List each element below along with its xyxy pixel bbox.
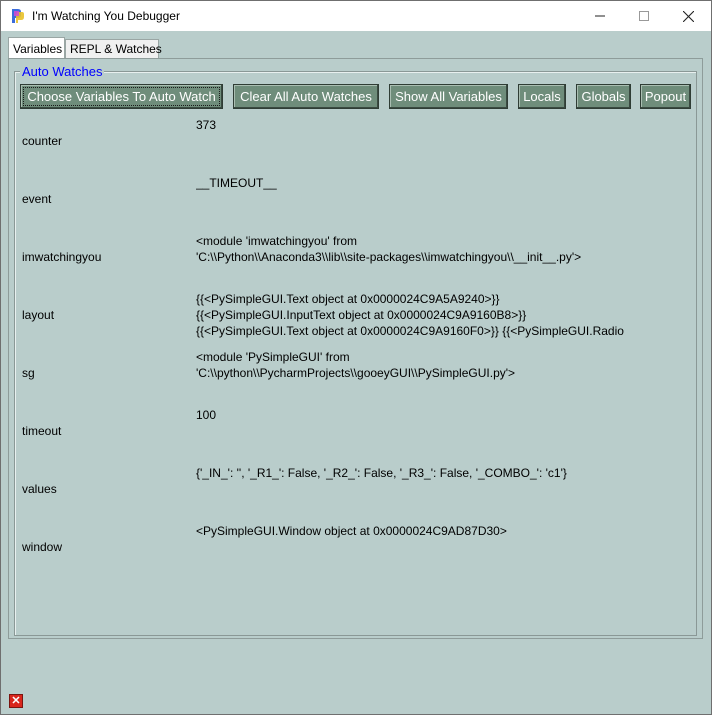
maximize-button[interactable] — [621, 1, 667, 31]
variable-name: layout — [22, 308, 55, 322]
variable-name: timeout — [22, 424, 62, 438]
tab-variables[interactable]: Variables — [8, 37, 65, 59]
variable-name: imwatchingyou — [22, 250, 102, 264]
title-bar[interactable] — [1, 1, 711, 31]
tab-repl-watches[interactable]: REPL & Watches — [65, 39, 159, 58]
locals-button[interactable]: Locals — [518, 84, 566, 109]
variable-value: <module 'imwatchingyou' from 'C:\\Python\\Anaconda3\\lib\\site-packages\\imwatchingyou\\__init__.py'> — [196, 234, 582, 264]
show-all-variables-button[interactable]: Show All Variables — [389, 84, 508, 109]
minimize-icon — [595, 11, 605, 21]
variable-value: 100 — [196, 408, 217, 422]
variable-value: 373 — [196, 118, 217, 132]
frame-title: Auto Watches — [22, 64, 103, 79]
variable-value: {{<PySimpleGUI.Text object at 0x0000024C9A5A9240>}} {{<PySimpleGUI.InputText object at 0x0000024C9A9160B8>}} {{<PySimpleGUI.Text object at 0x0000024C9A9160F0>}} {{<PySimpleGUI.Radio — [196, 292, 624, 338]
window-title: I'm Watching You Debugger — [32, 9, 180, 23]
variable-value: <module 'PySimpleGUI' from 'C:\\python\\PycharmProjects\\gooeyGUI\\PySimpleGUI.py'> — [196, 350, 516, 380]
globals-button[interactable]: Globals — [576, 84, 631, 109]
variable-value: __TIMEOUT__ — [196, 176, 277, 190]
minimize-button[interactable] — [577, 1, 623, 31]
popout-button[interactable]: Popout — [640, 84, 691, 109]
pysimplegui-logo-icon — [9, 8, 25, 24]
variable-name: sg — [22, 366, 35, 380]
close-button[interactable] — [665, 1, 711, 31]
maximize-icon — [639, 11, 649, 21]
clear-auto-watches-button[interactable]: Clear All Auto Watches — [233, 84, 379, 109]
variable-name: event — [22, 192, 52, 206]
error-close-icon[interactable]: ✕ — [9, 694, 23, 708]
choose-variables-button[interactable]: Choose Variables To Auto Watch — [20, 84, 223, 109]
variable-name: window — [22, 540, 63, 554]
variable-name: counter — [22, 134, 63, 148]
variable-name: values — [22, 482, 57, 496]
close-icon — [683, 11, 694, 22]
variable-value: {'_IN_': '', '_R1_': False, '_R2_': False, '_R3_': False, '_COMBO_': 'c1'} — [196, 466, 567, 480]
variable-value: <PySimpleGUI.Window object at 0x0000024C9AD87D30> — [196, 524, 507, 538]
window-client-area — [1, 31, 711, 714]
